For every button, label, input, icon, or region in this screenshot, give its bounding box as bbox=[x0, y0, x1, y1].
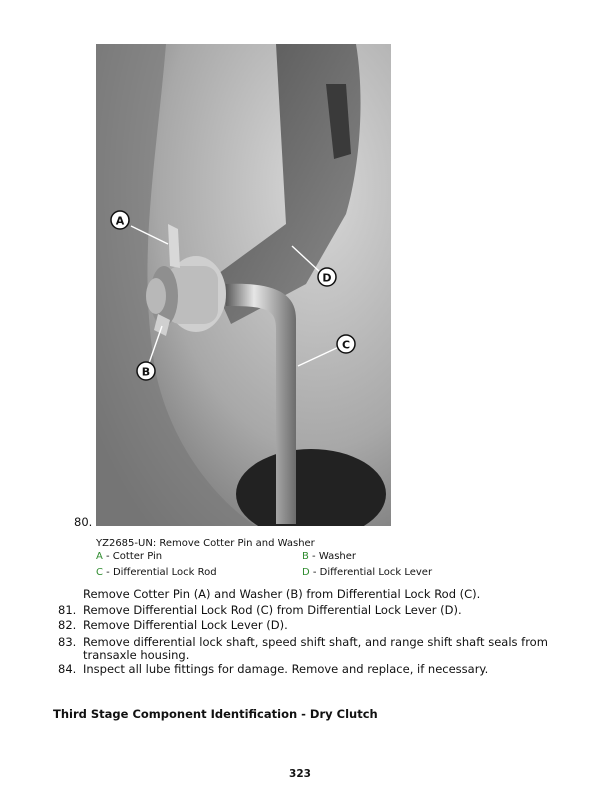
legend-text: - Cotter Pin bbox=[102, 551, 163, 562]
step-text: Remove Differential Lock Rod (C) from Differential Lock Lever (D). bbox=[83, 602, 462, 617]
step-number: 82. bbox=[58, 618, 77, 632]
step-text: Remove Differential Lock Lever (D). bbox=[83, 618, 288, 632]
procedure-steps bbox=[56, 587, 576, 677]
legend-item bbox=[302, 565, 432, 581]
step-item bbox=[56, 662, 576, 678]
legend-text: - Differential Lock Rod bbox=[102, 567, 217, 578]
section-heading: Third Stage Component Identification - Dry Clutch bbox=[53, 707, 378, 721]
callout-label: A bbox=[115, 214, 125, 228]
figure-photo bbox=[96, 44, 391, 526]
callout-label: B bbox=[141, 365, 151, 379]
legend-item bbox=[96, 549, 162, 565]
step-item bbox=[56, 587, 576, 603]
callout-a bbox=[111, 211, 129, 229]
step-text: Remove Cotter Pin (A) and Washer (B) from Differential Lock Rod (C). bbox=[83, 587, 481, 601]
callout-d bbox=[318, 268, 336, 286]
legend-item bbox=[302, 549, 356, 565]
legend-letter: B bbox=[302, 551, 309, 562]
callout-c bbox=[337, 335, 355, 353]
page-number: 323 bbox=[289, 768, 311, 780]
legend-letter: A bbox=[96, 551, 103, 562]
step-text: Remove differential lock shaft, speed shift shaft, and range shift shaft seals from transaxle housing. bbox=[83, 634, 548, 662]
legend-letter: C bbox=[96, 567, 103, 578]
step-number: 81. bbox=[58, 602, 77, 617]
cotter-pin-washer-illustration bbox=[96, 44, 391, 526]
legend-item bbox=[96, 565, 217, 581]
step-item bbox=[56, 618, 576, 634]
callout-label: C bbox=[341, 338, 351, 352]
callout-label: D bbox=[322, 271, 332, 285]
legend-text: - Differential Lock Lever bbox=[309, 567, 433, 578]
legend-letter: D bbox=[302, 567, 310, 578]
step-item bbox=[56, 636, 576, 662]
legend-text: - Washer bbox=[308, 551, 357, 562]
figure-legend bbox=[96, 549, 516, 581]
callout-b bbox=[137, 362, 155, 380]
figure-caption: YZ2685-UN: Remove Cotter Pin and Washer bbox=[96, 538, 315, 549]
step-text: Inspect all lube fittings for damage. Remove and replace, if necessary. bbox=[83, 661, 489, 676]
step-item bbox=[56, 603, 576, 619]
step-number: 84. bbox=[58, 661, 77, 676]
step-number: 83. bbox=[58, 634, 77, 649]
figure-step-number: 80. bbox=[74, 515, 93, 529]
